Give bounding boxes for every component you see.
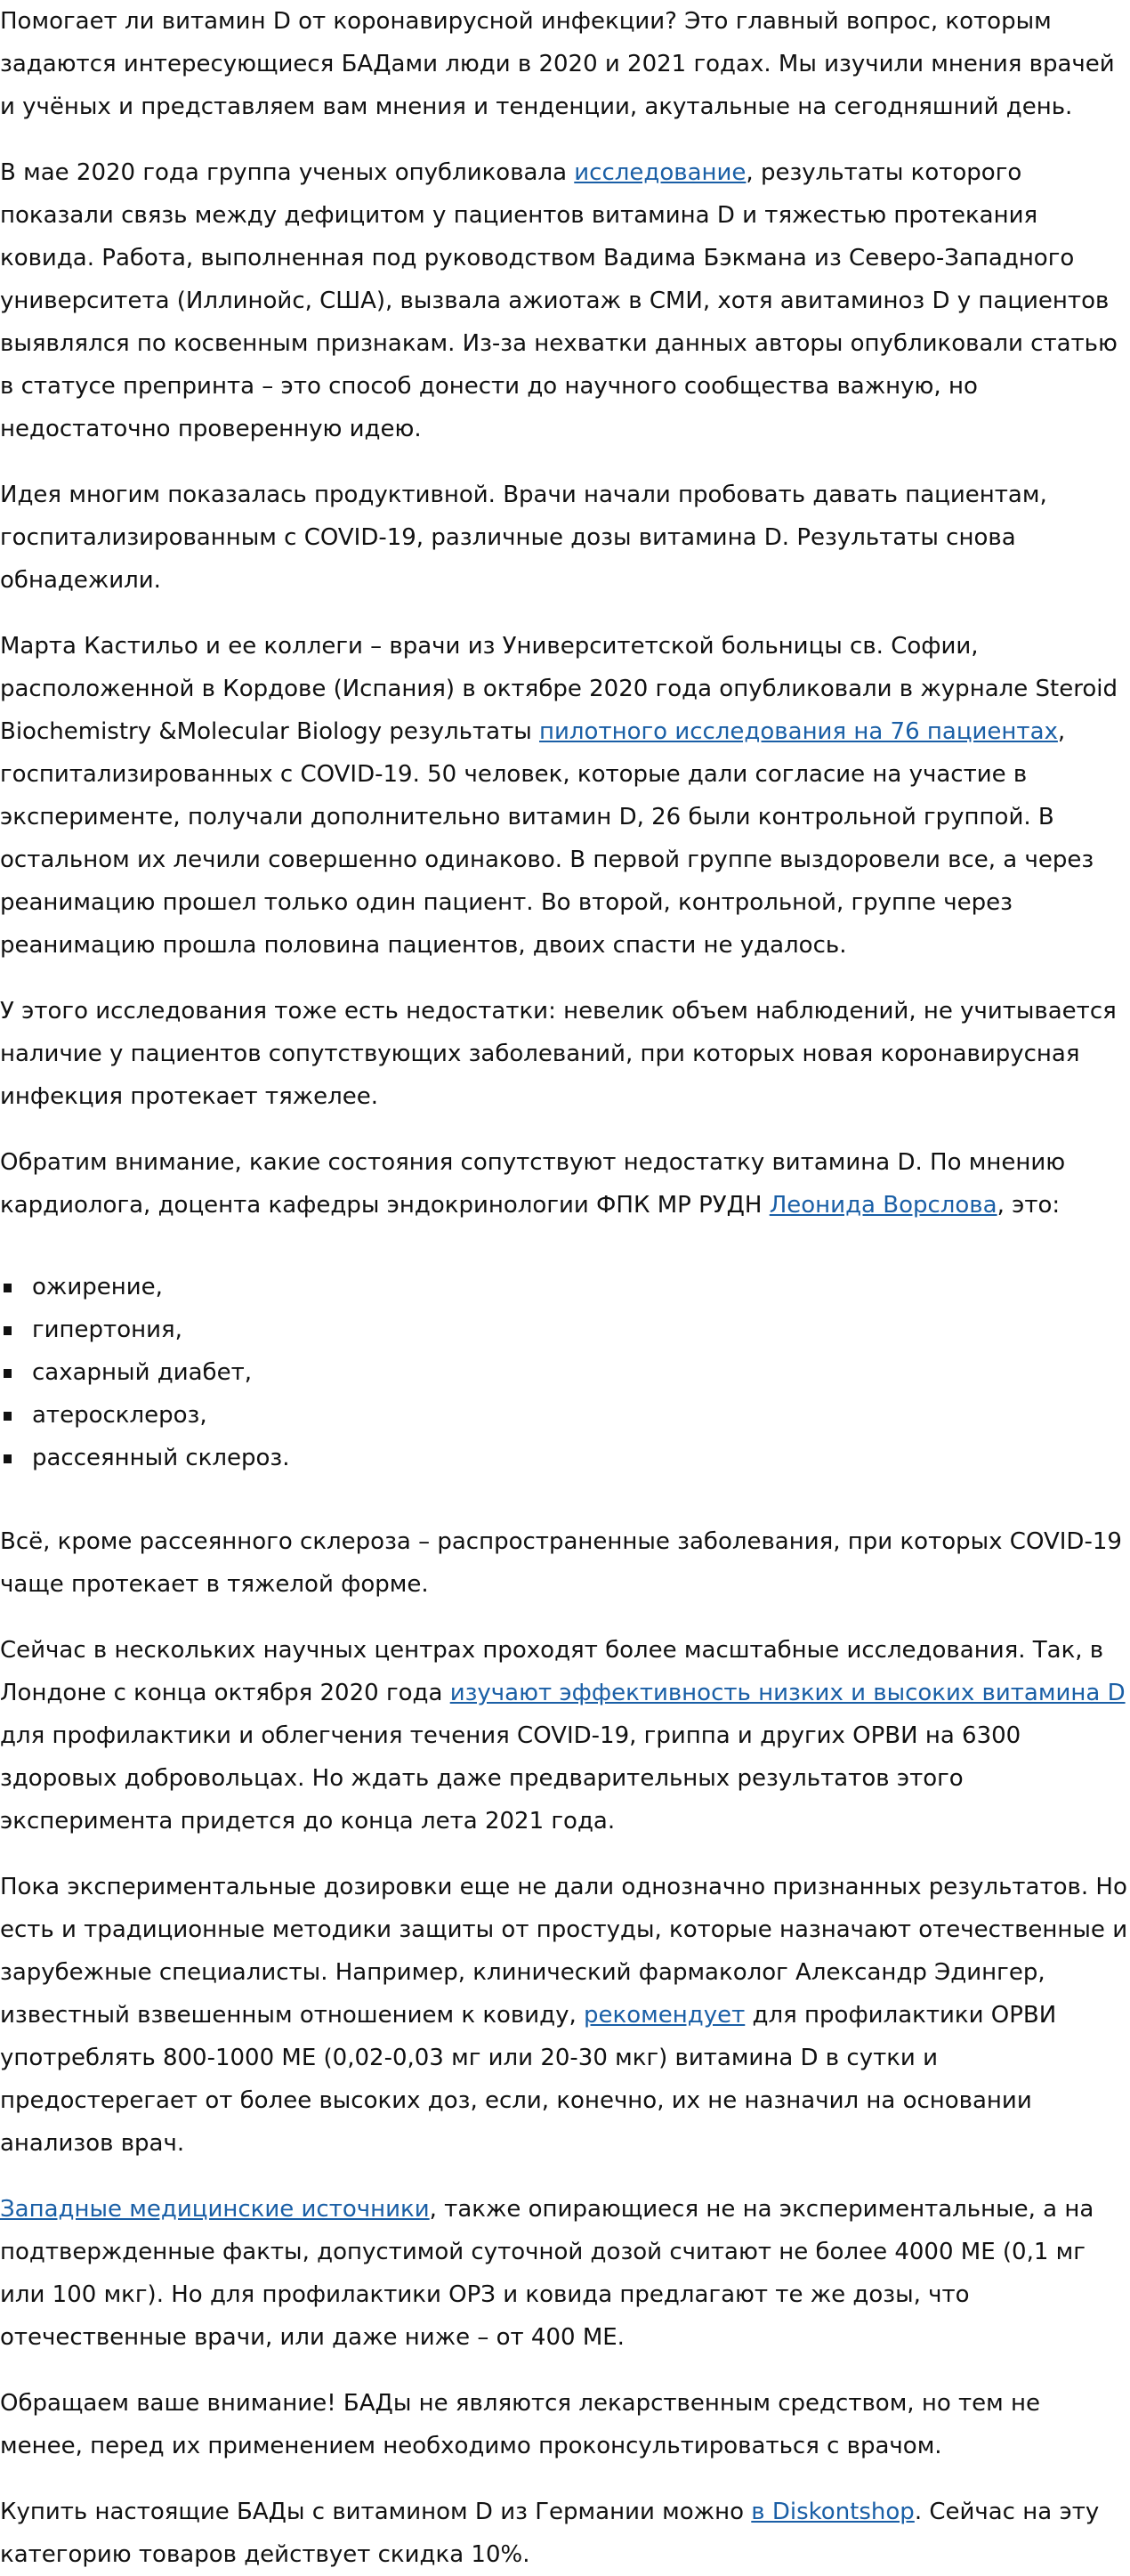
article-link[interactable]: в Diskontshop <box>751 2499 915 2525</box>
conditions-list <box>0 1266 1130 1479</box>
paragraph-text: Идея многим показалась продуктивной. Врачи начали пробовать давать пациентам, госпитализированным с COVID-19, различные дозы витамина D. Результаты снова обнадежили. <box>0 482 1047 594</box>
paragraph-text: Помогает ли витамин D от коронавирусной инфекции? Это главный вопрос, которым задаются интересующиеся БАДами люди в 2020 и 2021 годах. Мы изучили мнения врачей и учёных и представляем вам мнения и тенденции, акутальные на сегодняшний день. <box>0 8 1115 120</box>
paragraph-text: У этого исследования тоже есть недостатки: невелик объем наблюдений, не учитывается наличие у пациентов сопутствующих заболеваний, при которых новая коронавирусная инфекция протекает тяжелее. <box>0 998 1117 1110</box>
paragraph-text: , результаты которого показали связь между дефицитом у пациентов витамина D и тяжестью протекания ковида. Работа, выполненная под руководством Вадима Бэкмана из Северо-Западного университета (Иллинойс, США), вызвала ажиотаж в СМИ, хотя авитаминоз D у пациентов выявлялся по косвенным признакам. Из-за нехватки данных авторы опубликовали статью в статусе препринта – это способ донести до научного сообщества важную, но недостаточно проверенную идею. <box>0 159 1118 442</box>
paragraph <box>0 2382 1130 2467</box>
paragraph <box>0 0 1130 128</box>
paragraph <box>0 990 1130 1118</box>
paragraph <box>0 1520 1130 1606</box>
paragraph-text: Обращаем ваше внимание! БАДы не являются лекарственным средством, но тем не менее, перед их применением необходимо проконсультироваться с врачом. <box>0 2390 1041 2459</box>
article-link[interactable]: Леонида Ворслова <box>769 1192 997 1219</box>
paragraph-text: для профилактики ОРВИ употреблять 800-1000 МЕ (0,02-0,03 мг или 20-30 мкг) витамина D в сутки и предостерегает от более высоких доз, если, конечно, их не назначил на основании анализов врач. <box>0 2002 1057 2157</box>
paragraph-text: Пока экспериментальные дозировки еще не дали однозначно признанных результатов. Но есть и традиционные методики защиты от простуды, которые назначают отечественные и зарубежные специалисты. Например, клинический фармаколог Александр Эдингер, известный взвешенным отношением к ковиду, <box>0 1874 1128 2029</box>
paragraph <box>0 1141 1130 1227</box>
article-link[interactable]: исследование <box>574 159 747 186</box>
article-link[interactable]: изучают эффективность низких и высоких витамина D <box>449 1680 1126 1706</box>
paragraph <box>0 2491 1130 2576</box>
paragraph-text: , госпитализированных с COVID-19. 50 человек, которые дали согласие на участие в эксперименте, получали дополнительно витамин D, 26 были контрольной группой. В остальном их лечили совершенно одинаково. В первой группе выздоровели все, а через реанимацию прошел только один пациент. Во второй, контрольной, группе через реанимацию прошла половина пациентов, двоих спасти не удалось. <box>0 718 1094 959</box>
paragraph-text: Марта Кастильо и ее коллеги – врачи из Университетской больницы св. Софии, расположенной в Кордове (Испания) в октябре 2020 года опубликовали в журнале Steroid Biochemistry &Molecular Biology результаты <box>0 633 1118 745</box>
article-link[interactable]: рекомендует <box>584 2002 746 2029</box>
list-item: ожирение, <box>0 1266 1130 1308</box>
paragraph-text: , это: <box>997 1192 1061 1219</box>
paragraph-text: для профилактики и облегчения течения COVID-19, гриппа и других ОРВИ на 6300 здоровых добровольцах. Но ждать даже предварительных результатов этого эксперимента придется до конца лета 2021 года. <box>0 1722 1021 1835</box>
paragraph-text: Обратим внимание, какие состояния сопутствуют недостатку витамина D. По мнению кардиолога, доцента кафедры эндокринологии ФПК МР РУДН <box>0 1149 1066 1219</box>
paragraph-text: Всё, кроме рассеянного склероза – распространенные заболевания, при которых COVID-19 чаще протекает в тяжелой форме. <box>0 1528 1122 1598</box>
paragraph <box>0 474 1130 602</box>
paragraph <box>0 151 1130 450</box>
paragraph <box>0 1866 1130 2165</box>
paragraph-group <box>0 0 1130 1227</box>
list-item: рассеянный склероз. <box>0 1437 1130 1479</box>
paragraph <box>0 625 1130 967</box>
paragraph <box>0 2188 1130 2359</box>
paragraph-text: В мае 2020 года группа ученых опубликовала <box>0 159 575 186</box>
paragraph-text: Купить настоящие БАДы с витамином D из Германии можно <box>0 2499 752 2525</box>
paragraph-group <box>0 1520 1130 2576</box>
list-item: сахарный диабет, <box>0 1351 1130 1394</box>
paragraph-text: . Сейчас на эту категорию товаров действует скидка 10%. <box>0 2499 1100 2568</box>
article-link[interactable]: Западные медицинские источники <box>0 2196 430 2223</box>
paragraph-text: , также опирающиеся не на экспериментальные, а на подтвержденные факты, допустимой суточной дозой считают не более 4000 МЕ (0,1 мг или 100 мкг). Но для профилактики ОРЗ и ковида предлагают те же дозы, что отечественные врачи, или даже ниже – от 400 МЕ. <box>0 2196 1094 2351</box>
paragraph <box>0 1629 1130 1843</box>
list-item: гипертония, <box>0 1308 1130 1351</box>
article-link[interactable]: пилотного исследования на 76 пациентах <box>539 718 1058 745</box>
list-item: атеросклероз, <box>0 1394 1130 1437</box>
paragraph-text: Сейчас в нескольких научных центрах проходят более масштабные исследования. Так, в Лондоне с конца октября 2020 года <box>0 1637 1104 1706</box>
